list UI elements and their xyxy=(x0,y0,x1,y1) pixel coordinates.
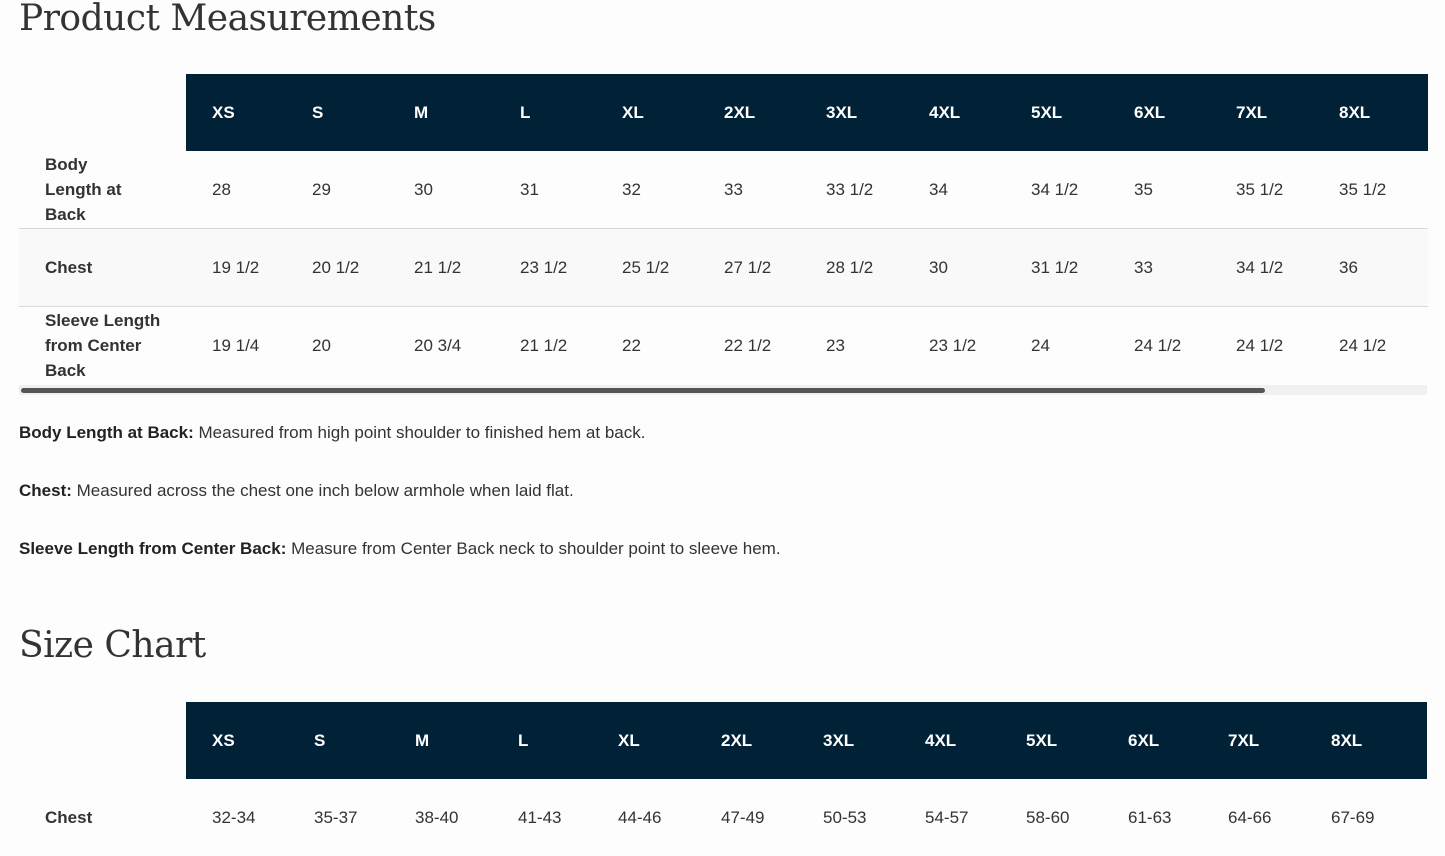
size-chart-header-row xyxy=(19,702,1427,779)
table-cell: 58-60 xyxy=(1026,807,1070,827)
table-cell: 28 xyxy=(212,179,231,199)
table-cell: 67-69 xyxy=(1331,807,1375,827)
table-cell: 33 xyxy=(724,179,743,199)
table-row-body-length xyxy=(19,151,1428,229)
row-label-body-length: Body Length at Back xyxy=(45,155,122,224)
table-cell: 19 1/4 xyxy=(212,335,260,355)
note-text: Measured from high point shoulder to finished hem at back. xyxy=(193,423,646,442)
size-header-m: M xyxy=(388,74,494,151)
size-header-2xl: 2XL xyxy=(698,74,800,151)
table-cell: 24 xyxy=(1031,335,1050,355)
row-label-chest: Chest xyxy=(45,808,93,827)
size-header-3xl: 3XL xyxy=(797,702,899,779)
note-sleeve-length xyxy=(19,539,781,559)
size-header-s: S xyxy=(288,702,389,779)
size-header-xl: XL xyxy=(596,74,698,151)
table-cell: 50-53 xyxy=(823,807,867,827)
size-header-xs: XS xyxy=(186,702,288,779)
size-header-l: L xyxy=(494,74,596,151)
note-body-length xyxy=(19,423,645,443)
table-cell: 36 xyxy=(1339,257,1358,277)
table-cell: 32-34 xyxy=(212,807,256,827)
table-cell: 24 1/2 xyxy=(1339,335,1387,355)
table-cell: 22 xyxy=(622,335,641,355)
size-header-8xl: 8XL xyxy=(1305,702,1427,779)
table-cell: 19 1/2 xyxy=(212,257,260,277)
table-cell: 30 xyxy=(414,179,433,199)
size-chart-table xyxy=(19,702,1427,856)
table-cell: 61-63 xyxy=(1128,807,1172,827)
table-cell: 20 3/4 xyxy=(414,335,462,355)
table-cell: 23 1/2 xyxy=(520,257,568,277)
row-label-chest: Chest xyxy=(45,258,93,277)
table-cell: 35 xyxy=(1134,179,1153,199)
table-cell: 35 1/2 xyxy=(1339,179,1387,199)
size-header-8xl: 8XL xyxy=(1313,74,1428,151)
table-cell: 34 1/2 xyxy=(1031,179,1079,199)
measurements-table xyxy=(19,74,1428,384)
table-cell: 35 1/2 xyxy=(1236,179,1284,199)
size-chart-table-container xyxy=(19,702,1427,856)
table-cell: 22 1/2 xyxy=(724,335,772,355)
table-cell: 21 1/2 xyxy=(414,257,462,277)
scrollbar-thumb[interactable] xyxy=(21,388,1265,393)
table-cell: 34 xyxy=(929,179,948,199)
size-header-3xl: 3XL xyxy=(800,74,903,151)
table-cell: 33 xyxy=(1134,257,1153,277)
size-header-s: S xyxy=(286,74,388,151)
table-cell: 41-43 xyxy=(518,807,562,827)
table-cell: 28 1/2 xyxy=(826,257,874,277)
header-corner-cell xyxy=(19,702,186,779)
note-chest xyxy=(19,481,574,501)
size-chart-heading: Size Chart xyxy=(19,625,206,666)
header-corner-cell xyxy=(19,74,186,151)
size-header-5xl: 5XL xyxy=(1005,74,1108,151)
table-cell: 47-49 xyxy=(721,807,765,827)
table-cell: 32 xyxy=(622,179,641,199)
horizontal-scrollbar[interactable] xyxy=(19,385,1427,395)
table-cell: 20 1/2 xyxy=(312,257,360,277)
note-term: Sleeve Length from Center Back: xyxy=(19,539,287,558)
table-cell: 33 1/2 xyxy=(826,179,874,199)
size-header-5xl: 5XL xyxy=(1000,702,1102,779)
size-header-4xl: 4XL xyxy=(899,702,1000,779)
size-header-xs: XS xyxy=(186,74,286,151)
size-header-xl: XL xyxy=(592,702,695,779)
product-measurements-heading: Product Measurements xyxy=(19,0,436,39)
measurements-table-scroll-container[interactable] xyxy=(19,74,1427,384)
table-cell: 21 1/2 xyxy=(520,335,568,355)
table-row-chest xyxy=(19,229,1428,307)
size-header-4xl: 4XL xyxy=(903,74,1005,151)
table-cell: 38-40 xyxy=(415,807,459,827)
note-term: Body Length at Back: xyxy=(19,423,194,442)
table-cell: 29 xyxy=(312,179,331,199)
size-header-6xl: 6XL xyxy=(1108,74,1210,151)
table-cell: 31 1/2 xyxy=(1031,257,1079,277)
table-row-sleeve-length xyxy=(19,307,1428,385)
size-header-2xl: 2XL xyxy=(695,702,797,779)
size-header-7xl: 7XL xyxy=(1202,702,1305,779)
table-cell: 35-37 xyxy=(314,807,358,827)
row-label-sleeve-length: Sleeve Length from Center Back xyxy=(45,311,161,380)
table-row-chest xyxy=(19,779,1427,856)
table-cell: 30 xyxy=(929,257,948,277)
measurements-header-row xyxy=(19,74,1428,151)
size-header-l: L xyxy=(492,702,592,779)
table-cell: 54-57 xyxy=(925,807,969,827)
table-cell: 23 1/2 xyxy=(929,335,977,355)
size-header-6xl: 6XL xyxy=(1102,702,1202,779)
note-text: Measure from Center Back neck to shoulder point to sleeve hem. xyxy=(286,539,781,558)
size-header-7xl: 7XL xyxy=(1210,74,1313,151)
note-term: Chest: xyxy=(19,481,72,500)
table-cell: 64-66 xyxy=(1228,807,1272,827)
table-cell: 24 1/2 xyxy=(1236,335,1284,355)
note-text: Measured across the chest one inch below armhole when laid flat. xyxy=(71,481,574,500)
table-cell: 31 xyxy=(520,179,539,199)
table-cell: 24 1/2 xyxy=(1134,335,1182,355)
size-header-m: M xyxy=(389,702,492,779)
table-cell: 27 1/2 xyxy=(724,257,772,277)
table-cell: 44-46 xyxy=(618,807,662,827)
table-cell: 20 xyxy=(312,335,331,355)
table-cell: 23 xyxy=(826,335,845,355)
table-cell: 34 1/2 xyxy=(1236,257,1284,277)
table-cell: 25 1/2 xyxy=(622,257,670,277)
